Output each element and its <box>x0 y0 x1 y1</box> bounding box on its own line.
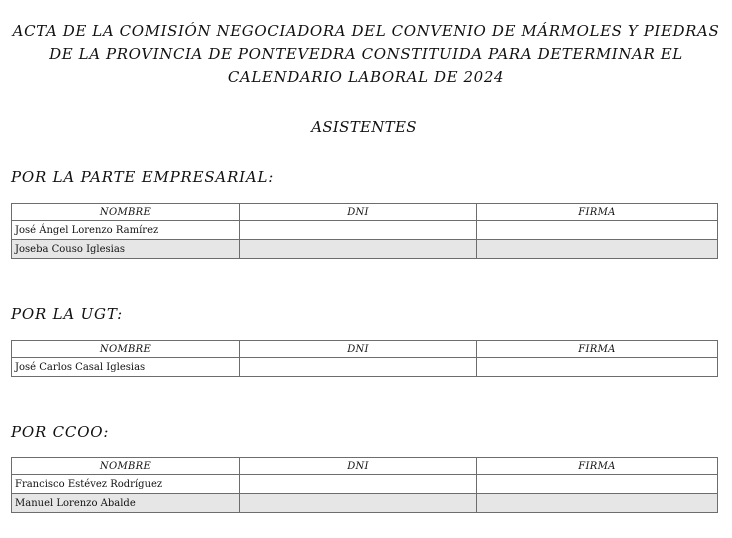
attendees-table-ugt <box>11 340 718 377</box>
attendees-table-business <box>11 203 718 259</box>
column-header-name: NOMBRE <box>12 204 240 221</box>
attendee-dni <box>240 240 477 259</box>
table-row <box>12 494 718 513</box>
table-row <box>12 475 718 494</box>
section-heading-business: POR LA PARTE EMPRESARIAL: <box>11 168 275 186</box>
table-header-row <box>12 204 718 221</box>
attendee-signature <box>477 494 718 513</box>
attendee-name: José Carlos Casal Iglesias <box>12 358 240 377</box>
attendee-name: Joseba Couso Iglesias <box>12 240 240 259</box>
attendee-dni <box>240 475 477 494</box>
column-header-dni: DNI <box>240 458 477 475</box>
attendee-dni <box>240 221 477 240</box>
table-row <box>12 240 718 259</box>
attendee-dni <box>240 358 477 377</box>
table-row <box>12 358 718 377</box>
section-heading-ccoo: POR CCOO: <box>11 423 110 441</box>
attendees-table-ccoo <box>11 457 718 513</box>
column-header-signature: FIRMA <box>477 204 718 221</box>
attendee-signature <box>477 240 718 259</box>
attendee-signature <box>477 221 718 240</box>
column-header-name: NOMBRE <box>12 341 240 358</box>
column-header-name: NOMBRE <box>12 458 240 475</box>
column-header-dni: DNI <box>240 204 477 221</box>
attendee-name: Manuel Lorenzo Abalde <box>12 494 240 513</box>
attendee-signature <box>477 475 718 494</box>
column-header-signature: FIRMA <box>477 458 718 475</box>
column-header-dni: DNI <box>240 341 477 358</box>
table-row <box>12 221 718 240</box>
document-title: ACTA DE LA COMISIÓN NEGOCIADORA DEL CONVENIO DE MÁRMOLES Y PIEDRAS DE LA PROVINCIA DE PONTEVEDRA CONSTITUIDA PARA DETERMINAR EL CALENDARIO LABORAL DE 2024 <box>12 22 720 86</box>
attendee-dni <box>240 494 477 513</box>
column-header-signature: FIRMA <box>477 341 718 358</box>
attendee-signature <box>477 358 718 377</box>
section-heading-ugt: POR LA UGT: <box>11 305 123 323</box>
table-header-row <box>12 341 718 358</box>
attendee-name: José Ángel Lorenzo Ramírez <box>12 221 240 240</box>
table-header-row <box>12 458 718 475</box>
attendees-heading: ASISTENTES <box>311 118 417 136</box>
attendee-name: Francisco Estévez Rodríguez <box>12 475 240 494</box>
